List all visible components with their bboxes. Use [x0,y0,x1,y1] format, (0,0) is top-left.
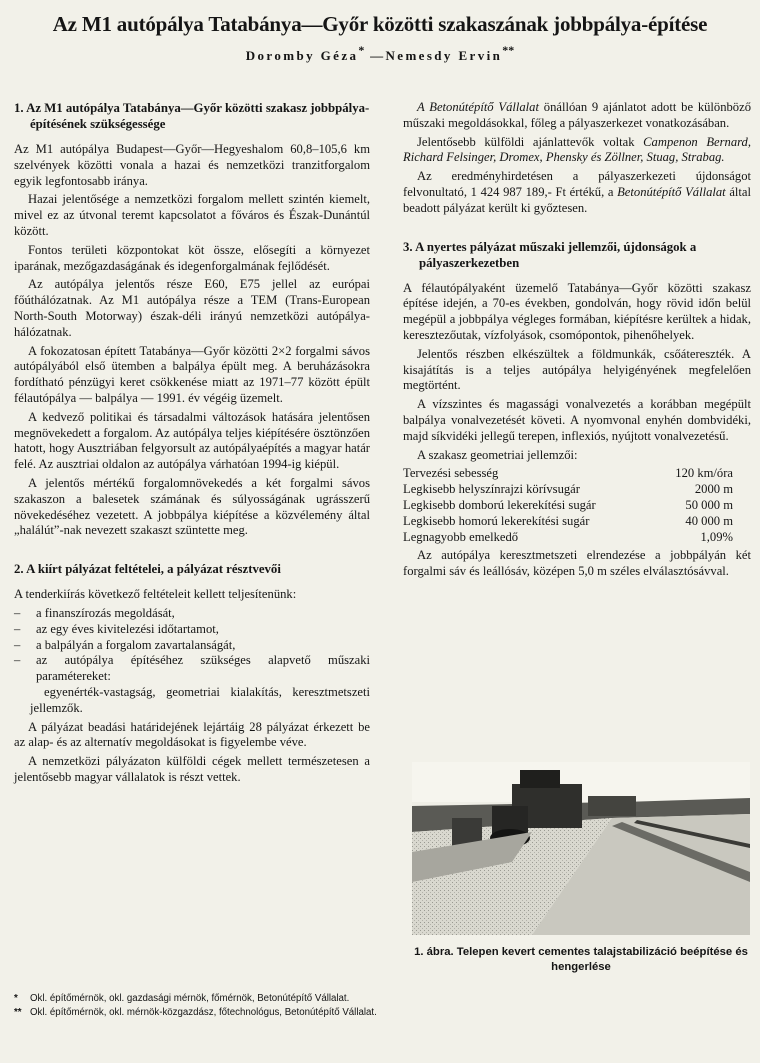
paragraph: Az eredményhirdetésen a pályaszerkezeti újdonságot felvonultató, 1 424 987 189,- Ft értékű, a Betonútépítő Vállalat által beadott pályázat került ki győztesen. [403,169,751,215]
table-row: Legkisebb domború lekerekítési sugár 50 000 m [403,497,733,512]
dash-marker: – [14,653,21,668]
paragraph: Fontos területi központokat köt össze, elősegíti a környezet iparának, mezőgazdaságának és idegenforgalmának fejlődését. [14,242,370,273]
author-1-mark: * [358,43,365,57]
left-column [14,100,370,789]
author-separator: — [370,48,386,63]
paragraph: A szakasz geometriai jellemzői: [417,447,578,462]
authors-line [0,43,760,64]
list-item: – a balpályán a forgalom zavartalanságát, [14,637,236,652]
right-column [403,100,751,583]
paragraph: A nemzetközi pályázaton külföldi cégek mellett természetesen a jelentősebb magyar vállalatok is részt vettek. [14,754,370,784]
table-row: Legkisebb homorú lekerekítési sugár 40 000 m [403,513,733,528]
footnote: * Okl. építőmérnök, okl. gazdasági mérnök, főmérnök, Betonútépítő Vállalat. [14,993,350,1004]
author-1: Doromby Géza [245,48,359,63]
footnotes [14,992,754,1020]
paragraph: A vízszintes és magassági vonalvezetés a korábban megépült balpálya vonalvezetését követi. A nyomvonal enyhén dombvidéki, majd síkvidéki jellegű terepen, inflexiós, nyújtott vonalvezetésű. [403,397,751,443]
paragraph: Az autópálya jelentős része E60, E75 jellel az európai főúthálózatnak. Az M1 autópálya része a TEM (Trans-European North-South Motorway) észak-déli irányú nemzetközi autópálya-hálózatnak. [14,277,370,339]
paragraph: Jelentősebb külföldi ajánlattevők voltak Campenon Bernard, Richard Felsinger, Dromex, Phensky és Zöllner, Stuag, Strabag. [403,134,752,165]
author-2-mark: ** [502,43,515,57]
paragraph: A fokozatosan épített Tatabánya—Győr közötti 2×2 forgalmi sávos autópályából első ütemben a balpálya épült meg. A beruházásokra fordítható pénzügyi keret csökkenése miatt az 1971–77 között épült félautópálya — balpálya — 1991. év végéig üzemelt. [14,343,370,405]
conditions-list [14,606,370,685]
paragraph: A pályázat beadási határidejének lejártáig 28 pályázat érkezett be az alap- és az alternatív megoldásokat is figyelembe véve. [14,719,370,750]
paragraph: A kedvező politikai és társadalmi változások hatására jelentősen megnövekedett a forgalom. Az autópálya teljes kiépítésére ösztönzően hatott, hogy Ausztriában felgyorsult az autópályaépítés a magyar határ felé. Az ausztriai oldalon az autópálya várhatóan 1994-ig kiépül. [14,409,370,472]
list-item: – a finanszírozás megoldását, [14,605,175,620]
paragraph: A jelentős mértékű forgalomnövekedés a két forgalmi sávos szakaszon a balesetek számának és súlyosságának ugrásszerű növekedéséhez vezetett. A jobbpálya kiépítése a közvélemény által „halálút”-nak nevezett szakaszt szüntette meg. [14,475,370,538]
paragraph: A Betonútépítő Vállalat önállóan 9 ajánlatot adott be különböző műszaki megoldásokkal, főleg a pályaszerkezet vonatkozásában. [403,100,751,130]
paragraph: A félautópályaként üzemelő Tatabánya—Győr közötti szakasz építése idején, a 70-es években, gondolván, hogy rövid időn belül megépül a jobbpálya végleges formában, kiépítésre kerültek a hidak, keresztezőutak, vízfolyások, csomópontok, pihenőhelyek. [403,280,751,342]
section-1-heading: 1. Az M1 autópálya Tatabánya—Győr közötti szakasz jobbpálya-építésének szükségessége [14,101,370,131]
parameter-list: egyenérték-vastagság, geometriai kialakítás, keresztmetszeti jellemzők. [30,684,370,715]
figure-caption: 1. ábra. Telepen kevert cementes talajstabilizáció beépítése és hengerlése [414,946,748,973]
road-construction-photo [412,762,750,935]
list-item: – az egy éves kivitelezési időtartamot, [14,621,219,636]
table-row: Legnagyobb emelkedő 1,09% [403,529,733,544]
paragraph: A tenderkiírás következő feltételeit kellett teljesítenünk: [14,587,297,602]
paragraph: Az M1 autópálya Budapest—Győr—Hegyeshalom 60,8–105,6 km szelvények közötti vonala a hazai és nemzetközi tranzitforgalom egyik legfontosabb iránya. [14,142,370,188]
article-title: Az M1 autópálya Tatabánya—Győr közötti szakaszának jobbpálya-építése [52,12,708,36]
paragraph: Az autópálya keresztmetszeti elrendezése a jobbpályán két forgalmi sáv és leállósáv, középen 5,0 m széles elválasztósávval. [403,548,751,579]
list-item: – az autópálya építéséhez szükséges alapvető műszaki paramétereket: [14,653,370,684]
dash-marker: – [14,621,21,636]
section-3-heading: 3. A nyertes pályázat műszaki jellemzői, újdonságok a pályaszerkezetben [403,239,697,270]
footnote: ** Okl. építőmérnök, okl. mérnök-közgazdász, főtechnológus, Betonútépítő Vállalat. [14,1007,377,1018]
dash-marker: – [14,637,21,652]
geometry-table [403,466,751,545]
table-row: Legkisebb helyszínrajzi körívsugár 2000 m [403,482,733,497]
section-2-heading: 2. A kiírt pályázat feltételei, a pályázat résztvevői [14,562,281,577]
dash-marker: – [14,605,21,620]
paragraph: Hazai jelentősége a nemzetközi forgalom mellett szintén kiemelt, mivel ez az útvonal teremt kapcsolatot a főváros és Észak-Dunántúl között. [14,192,370,238]
author-2: Nemesdy Ervin [385,48,503,63]
paragraph: Jelentős részben elkészültek a földmunkák, csőátereszték. A kisajátítás is a teljes autópálya helyigényének megfelelően megtörtént. [403,346,751,393]
table-row: Tervezési sebesség 120 km/óra [403,466,733,481]
